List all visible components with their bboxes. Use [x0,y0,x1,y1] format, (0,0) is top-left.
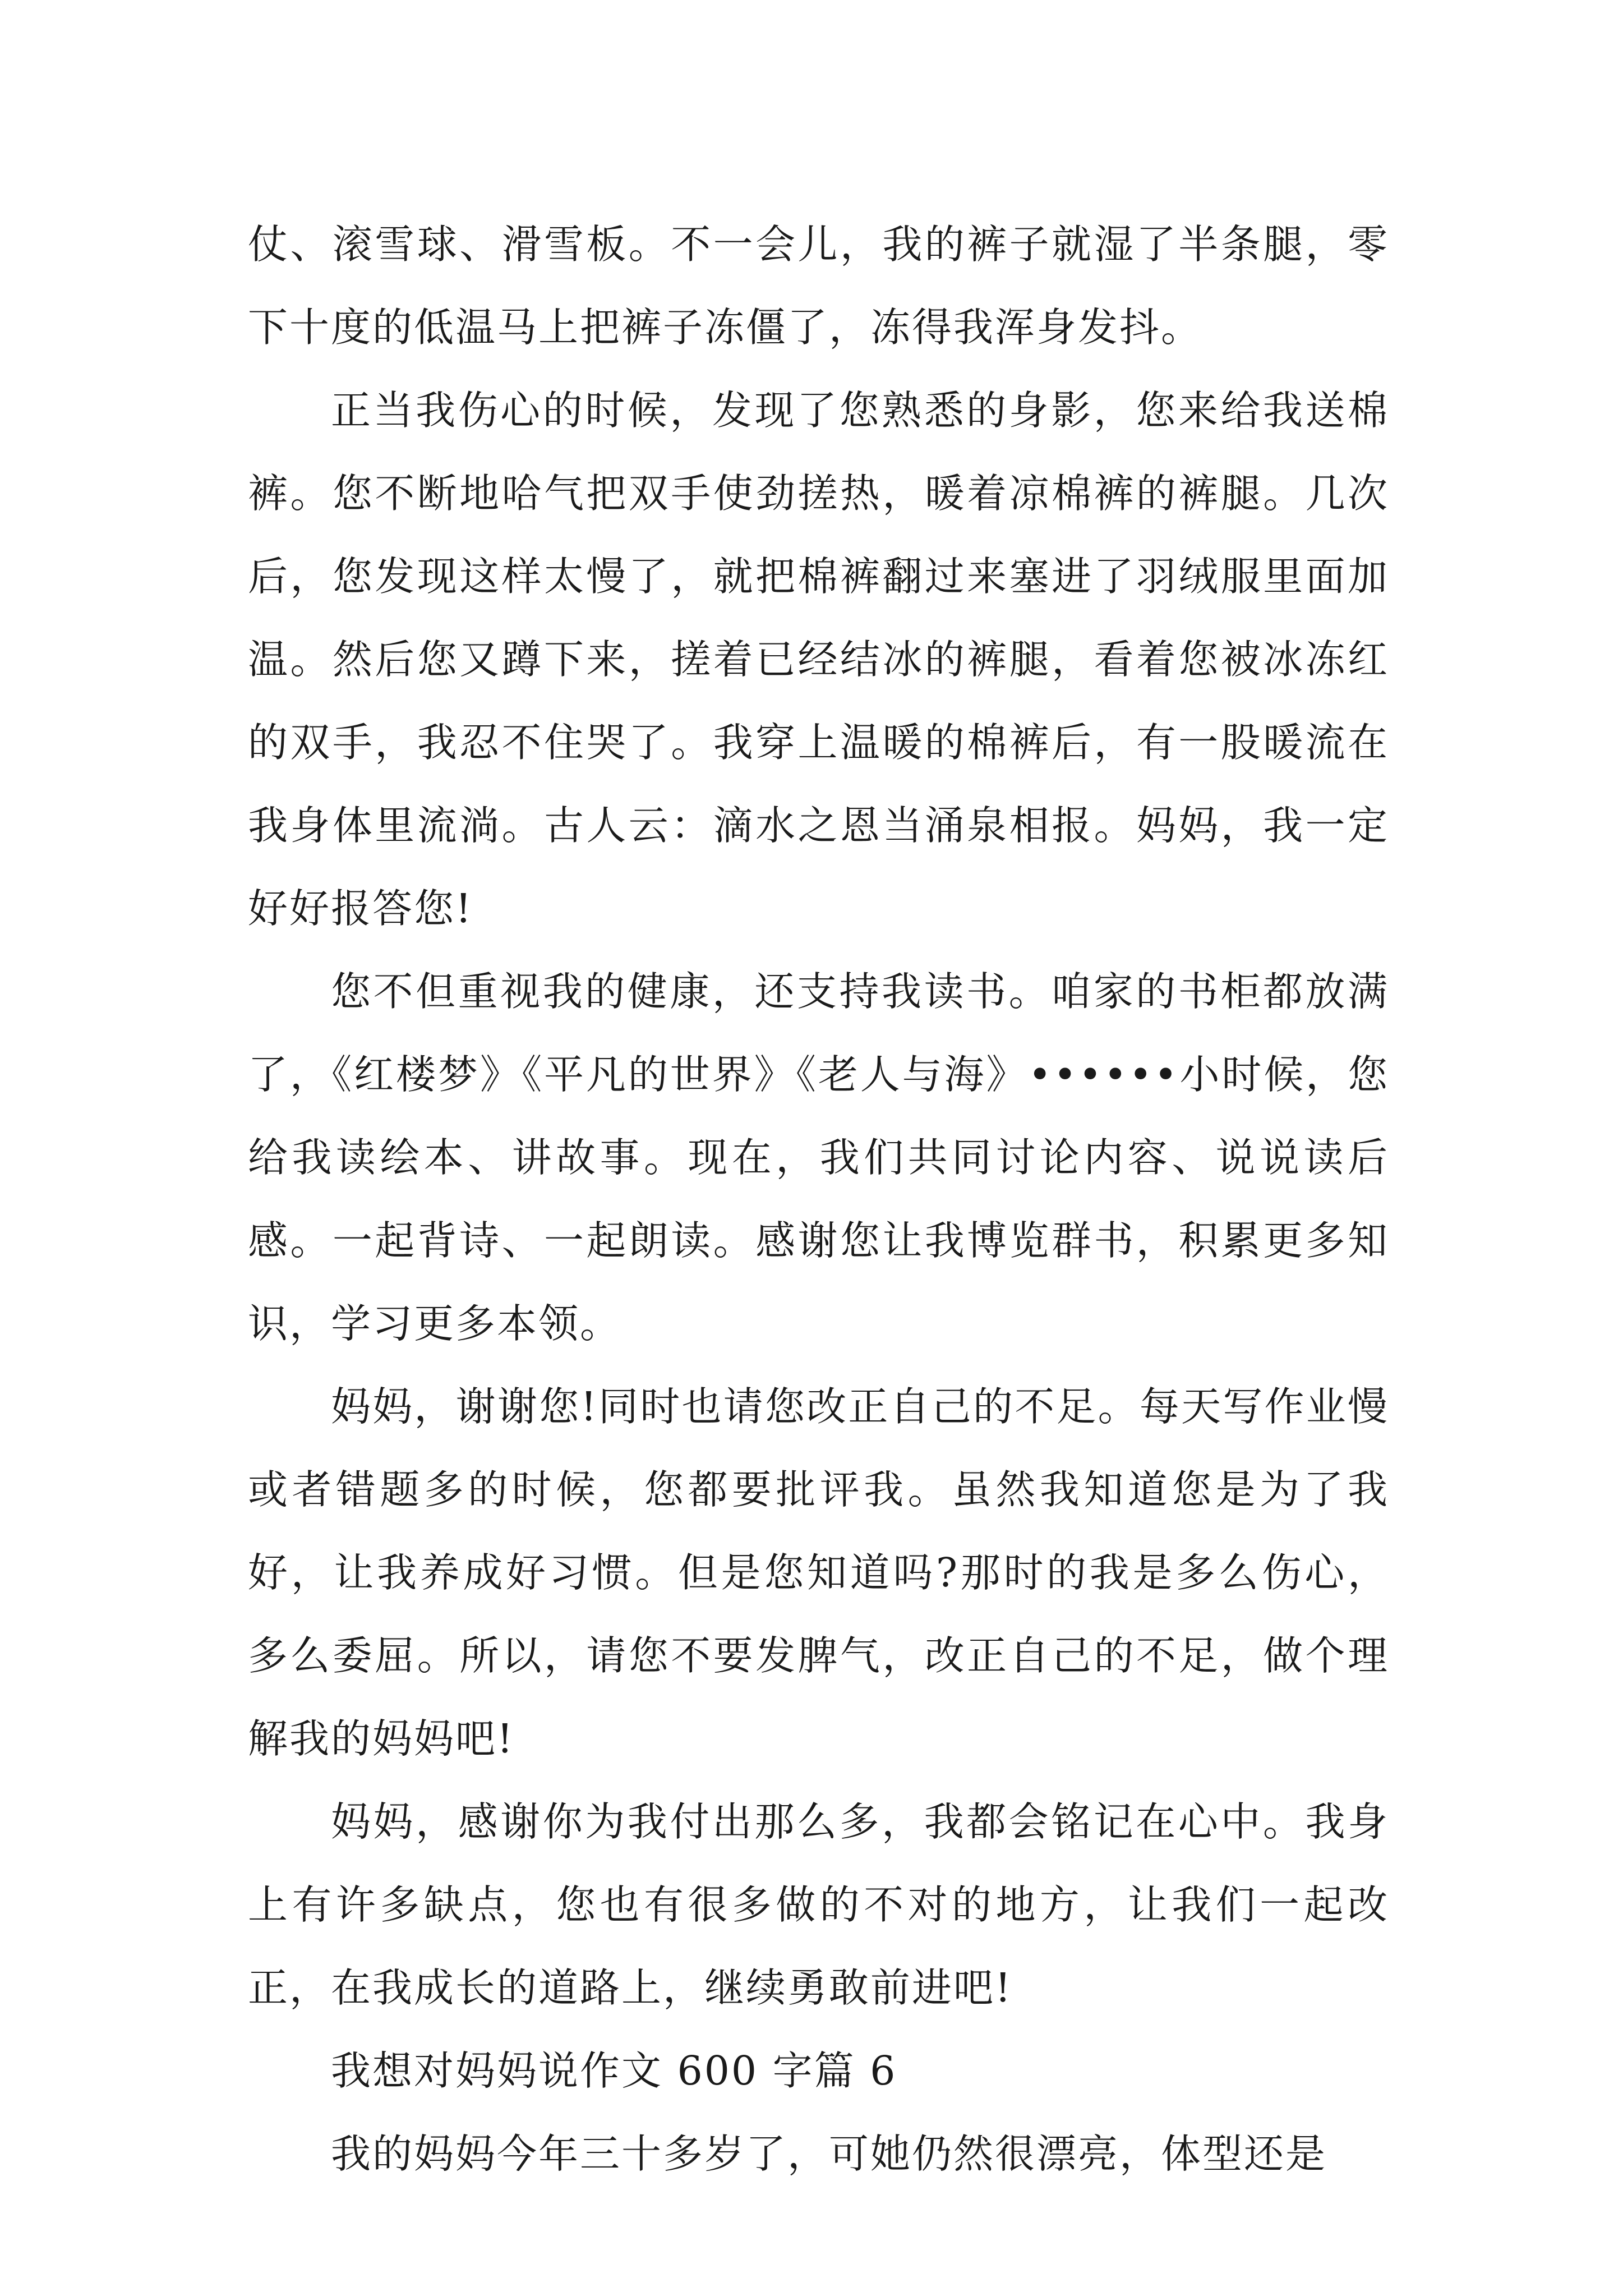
paragraph-new-essay-start: 我的妈妈今年三十多岁了，可她仍然很漂亮，体型还是 [331,2131,1327,2177]
essay-heading: 我想对妈妈说作文 600 字篇 6 [331,2047,897,2094]
paragraph-cotton-pants: 正当我伤心的时候，发现了您熟悉的身影，您来给我送棉裤。您不断地哈气把双手使劲搓热，暖着凉棉裤的裤腿。几次后，您发现这样太慢了，就把棉裤翻过来塞进了羽绒服里面加温。然后您又蹲下来，搓着已经结冰的裤腿，看着您被冰冻红的双手，我忍不住哭了。我穿上温暖的棉裤后，有一股暖流在我身体里流淌。古人云：滴水之恩当涌泉相报。妈妈，我一定好好报答您! [248,387,1389,932]
paragraph-continued: 仗、滚雪球、滑雪板。不一会儿，我的裤子就湿了半条腿，零下十度的低温马上把裤子冻僵了，冻得我浑身发抖。 [248,221,1389,351]
document-body [248,203,1389,2196]
paragraph-reading: 您不但重视我的健康，还支持我读书。咱家的书柜都放满了，《红楼梦》《平凡的世界》《老人与海》••••••小时候，您给我读绘本、讲故事。现在，我们共同讨论内容、说说读后感。一起背诗、一起朗读。感谢您让我博览群书，积累更多知识，学习更多本领。 [248,968,1389,1347]
paragraph-thanks-and-advice: 妈妈，谢谢您!同时也请您改正自己的不足。每天写作业慢或者错题多的时候，您都要批评我。虽然我知道您是为了我好，让我养成好习惯。但是您知道吗?那时的我是多么伤心，多么委屈。所以，请您不要发脾气，改正自己的不足，做个理解我的妈妈吧! [248,1383,1389,1762]
paragraph-closing: 妈妈，感谢你为我付出那么多，我都会铭记在心中。我身上有许多缺点，您也有很多做的不对的地方，让我们一起改正，在我成长的道路上，继续勇敢前进吧! [248,1798,1389,2011]
